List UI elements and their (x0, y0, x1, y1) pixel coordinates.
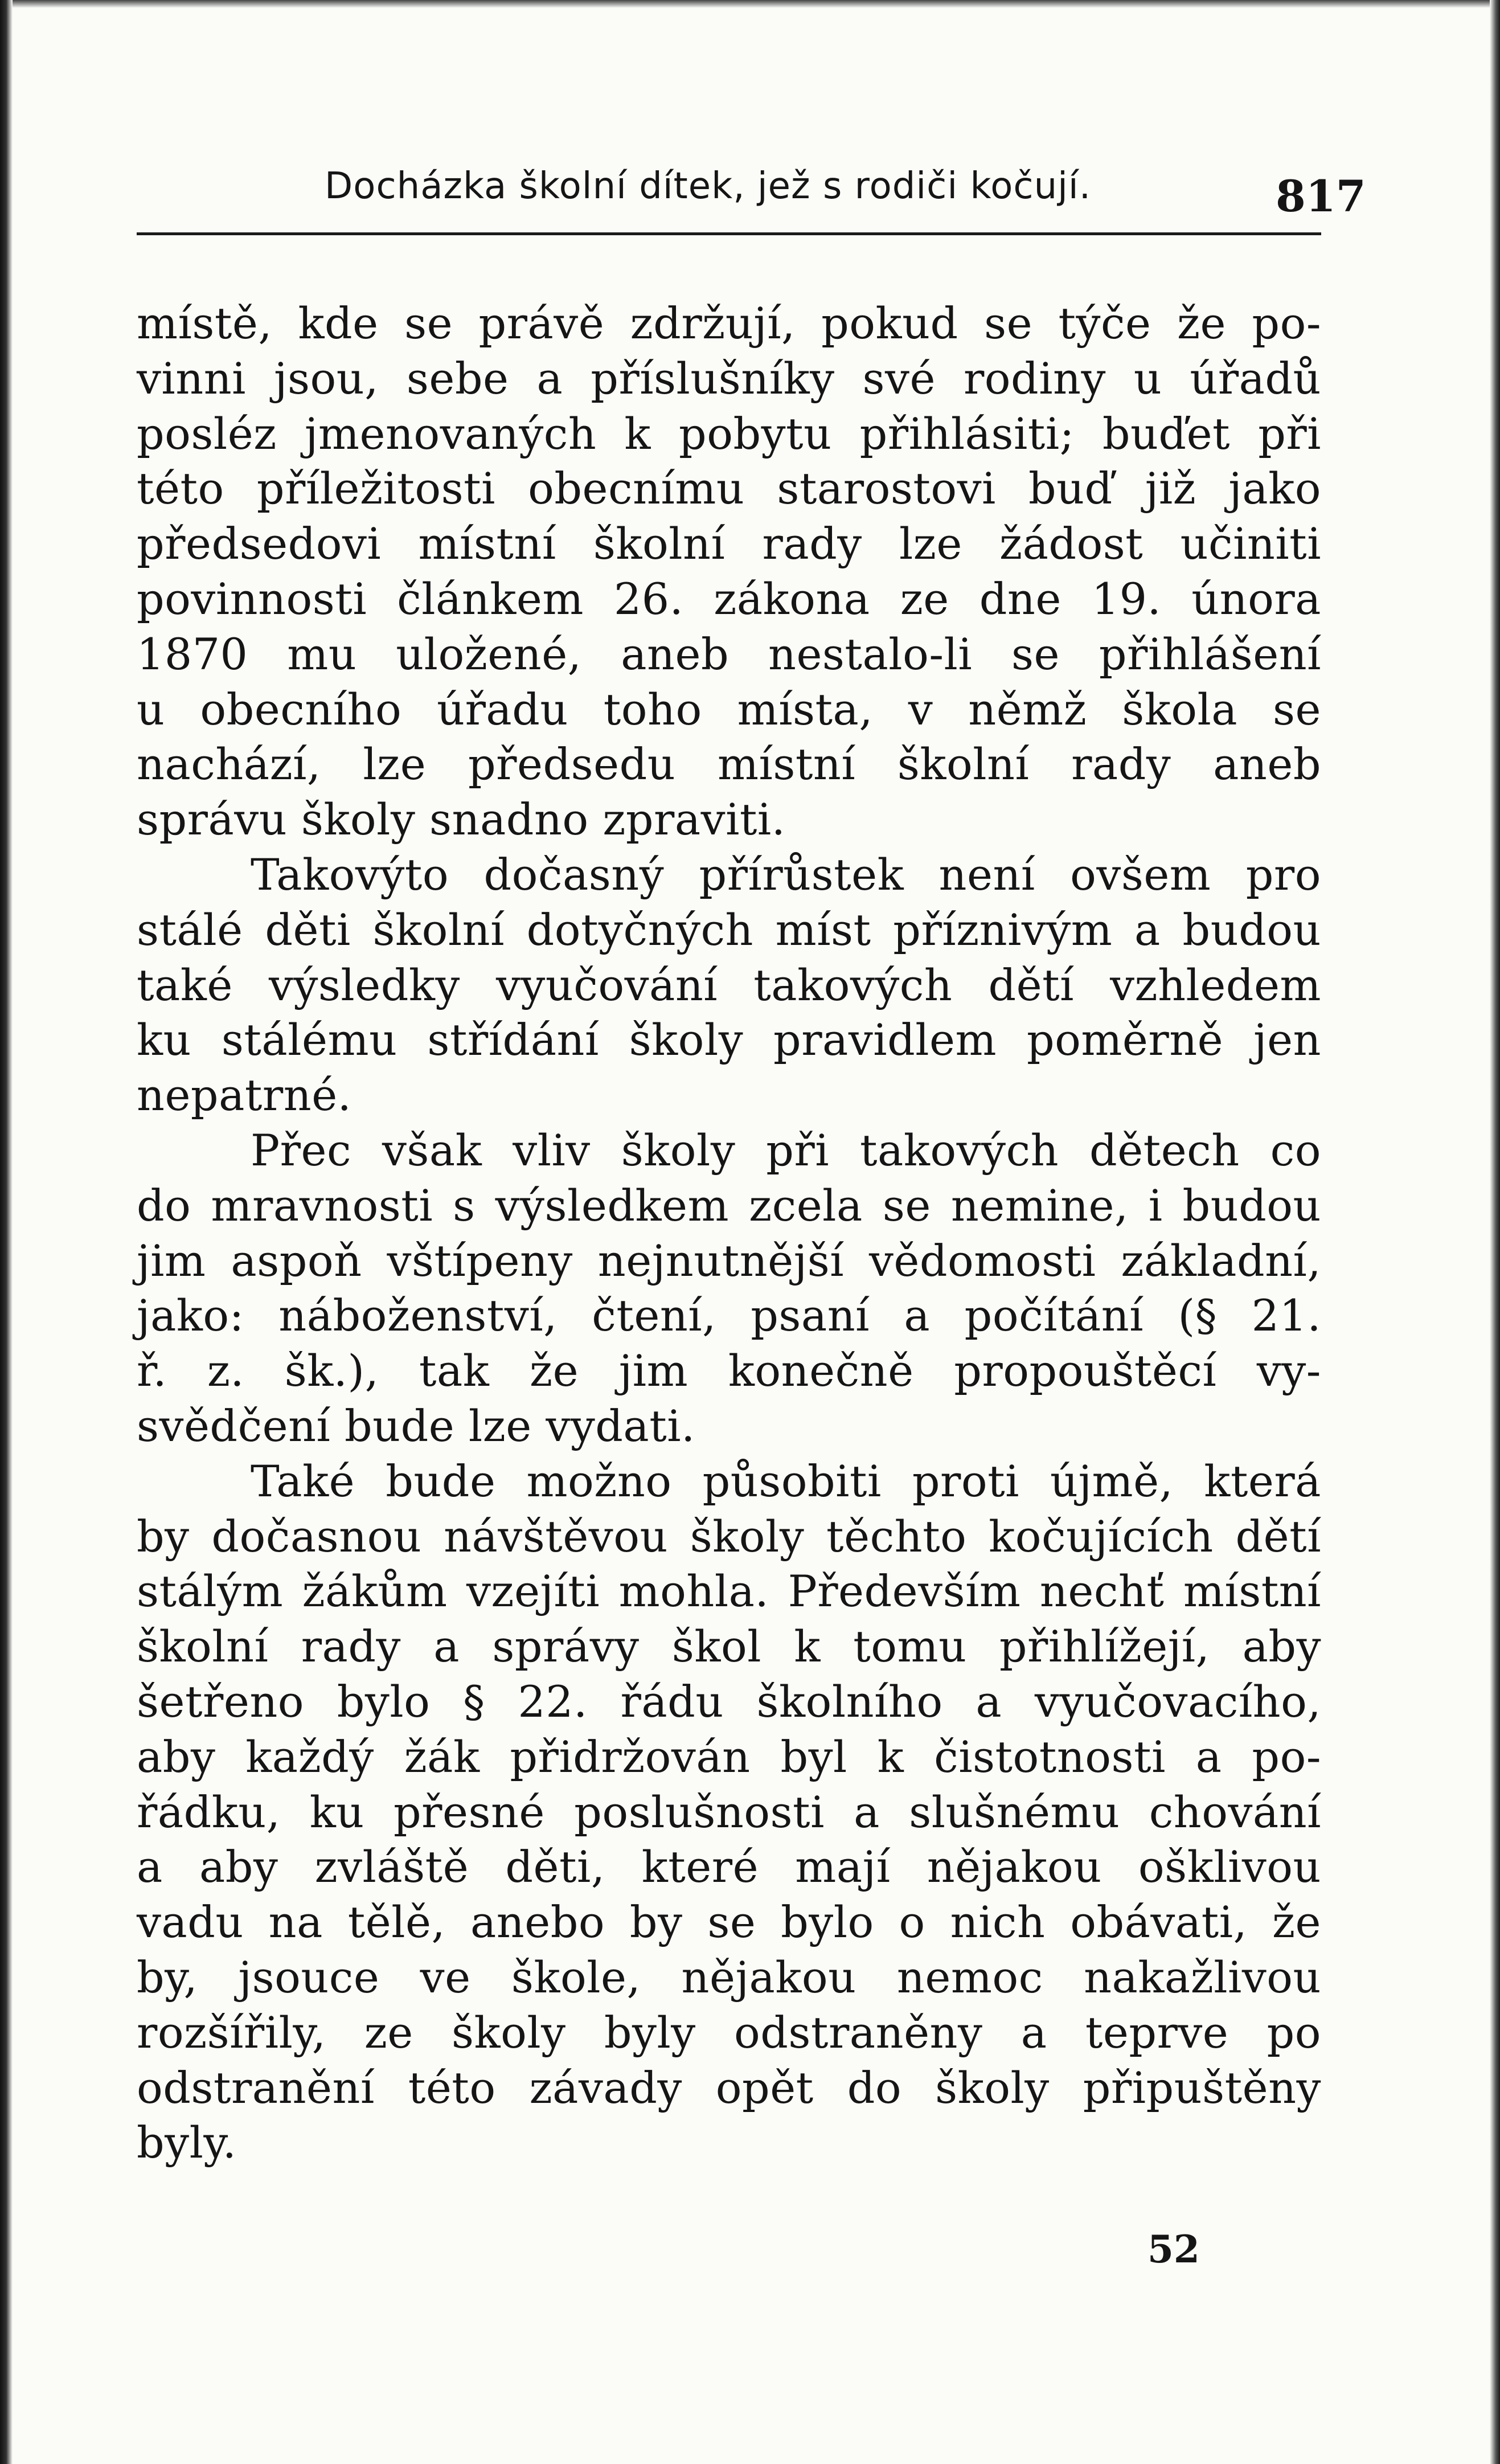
text-line: šetřeno bylo § 22. řádu školního a vyučovacího, (137, 1676, 1321, 1727)
text-line: jako: náboženství, čtení, psaní a počítání (§ 21. (137, 1290, 1321, 1341)
text-line: vadu na tělě, anebo by se bylo o nich obávati, že (137, 1897, 1321, 1948)
text-line: svědčení bude lze vydati. (137, 1400, 695, 1451)
text-line: by dočasnou návštěvou školy těchto kočujících dětí (137, 1511, 1321, 1562)
text-line: 1870 mu uložené, aneb nestalo-li se přihlášení (137, 628, 1321, 680)
body-text (137, 296, 1321, 2171)
text-line: také výsledky vyučování takových dětí vzhledem (137, 959, 1321, 1010)
text-line: stálé děti školní dotyčných míst příznivým a budou (137, 904, 1321, 955)
text-line: byly. (137, 2117, 237, 2168)
signature-mark: 52 (1147, 2227, 1200, 2271)
text-line: stálým žákům vzejíti mohla. Především nechť místní (137, 1566, 1321, 1617)
text-line: a aby zvláště děti, které mají nějakou ošklivou (137, 1841, 1321, 1893)
text-line: Také bude možno působiti proti újmě, která (251, 1455, 1321, 1507)
text-line: ku stálému střídání školy pravidlem poměrně jen (137, 1014, 1321, 1066)
text-line: řádku, ku přesné poslušnosti a slušnému chování (137, 1786, 1321, 1837)
page-edge-right (1490, 0, 1500, 2464)
text-line: aby každý žák přidržován byl k čistotnosti a po- (137, 1731, 1321, 1782)
page-edge-top (0, 0, 1500, 8)
text-line: posléz jmenovaných k pobytu přihlásiti; buďet při (137, 408, 1321, 459)
text-line: jim aspoň vštípeny nejnutnější vědomosti základní, (137, 1235, 1321, 1286)
text-line: odstranění této závady opět do školy připuštěny (137, 2062, 1321, 2113)
text-line: do mravnosti s výsledkem zcela se nemine, i budou (137, 1180, 1321, 1231)
text-line: předsedovi místní školní rady lze žádost učiniti (137, 518, 1321, 570)
text-line: nachází, lze předsedu místní školní rady aneb (137, 739, 1321, 790)
running-head: Docházka školní dítek, jež s rodiči kočují. (325, 165, 1092, 207)
text-line: povinnosti článkem 26. zákona ze dne 19. února (137, 573, 1321, 624)
text-line: Takovýto dočasný přírůstek není ovšem pro (251, 849, 1321, 900)
text-line: rozšířily, ze školy byly odstraněny a teprve po (137, 2007, 1321, 2058)
text-line: správu školy snadno zpraviti. (137, 794, 786, 845)
text-line: ř. z. šk.), tak že jim konečně propouštěcí vy- (137, 1345, 1321, 1397)
text-line: vinni jsou, sebe a příslušníky své rodiny u úřadů (137, 353, 1321, 404)
page-edge-left (0, 0, 13, 2464)
header-rule (137, 232, 1321, 235)
text-line: u obecního úřadu toho místa, v němž škola se (137, 683, 1321, 735)
text-line: by, jsouce ve škole, nějakou nemoc nakažlivou (137, 1951, 1321, 2003)
text-line: Přec však vliv školy při takových dětech co (251, 1124, 1321, 1176)
text-line: nepatrné. (137, 1070, 352, 1121)
page-number: 817 (1276, 171, 1366, 222)
text-line: školní rady a správy škol k tomu přihlížejí, aby (137, 1621, 1321, 1672)
text-line: této příležitosti obecnímu starostovi buď již jako (137, 463, 1321, 514)
text-line: místě, kde se právě zdržují, pokud se týče že po- (137, 298, 1321, 349)
